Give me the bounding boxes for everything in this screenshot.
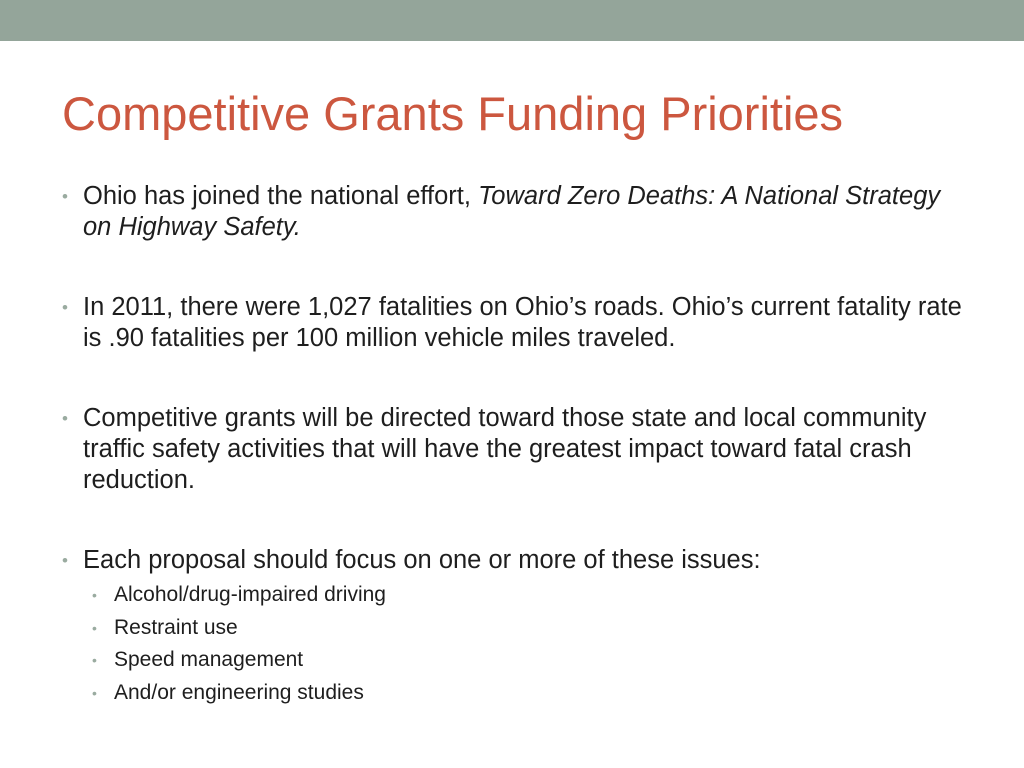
bullet-icon: • <box>62 187 68 206</box>
bullet-icon: • <box>62 409 68 428</box>
sub-bullet-text: Speed management <box>114 648 304 671</box>
bullet-item <box>62 403 972 496</box>
sub-bullet-text: And/or engineering studies <box>114 680 364 704</box>
sub-bullet-icon: • <box>92 619 97 636</box>
bullet-item <box>62 181 972 243</box>
sub-bullet-icon: • <box>92 684 97 701</box>
bullet-text: Competitive grants will be directed toward those state and local community traffic safety activities that will have the greatest impact toward fatal crash reduction. <box>83 404 927 494</box>
bullet-item <box>62 545 972 709</box>
bullet-text: Each proposal should focus on one or more of these issues: <box>83 546 761 574</box>
sub-bullet-item <box>84 677 972 710</box>
top-accent-bar <box>0 0 1024 41</box>
sub-bullet-item <box>84 579 972 612</box>
sub-bullet-list <box>83 579 972 709</box>
bullet-text: Ohio has joined the national effort, Toward Zero Deaths: A National Strategy on Highway Safety. <box>83 182 941 241</box>
bullet-item <box>62 292 972 354</box>
slide-content <box>62 181 972 709</box>
sub-bullet-text: Alcohol/drug-impaired driving <box>114 583 386 606</box>
bullet-text: In 2011, there were 1,027 fatalities on Ohio’s roads. Ohio’s current fatality rate is .90 fatalities per 100 million vehicle miles traveled. <box>83 293 962 352</box>
bullet-icon: • <box>62 298 68 317</box>
sub-bullet-icon: • <box>92 652 97 668</box>
strategy-name: Toward Zero Deaths: A National Strategy on Highway Safety. <box>83 182 941 241</box>
sub-bullet-text: Restraint use <box>114 615 238 639</box>
sub-bullet-icon: • <box>92 587 97 603</box>
sub-bullet-item <box>84 644 972 677</box>
slide-title: Competitive Grants Funding Priorities <box>62 87 844 140</box>
bullet-icon: • <box>62 551 68 570</box>
sub-bullet-item <box>84 612 972 645</box>
